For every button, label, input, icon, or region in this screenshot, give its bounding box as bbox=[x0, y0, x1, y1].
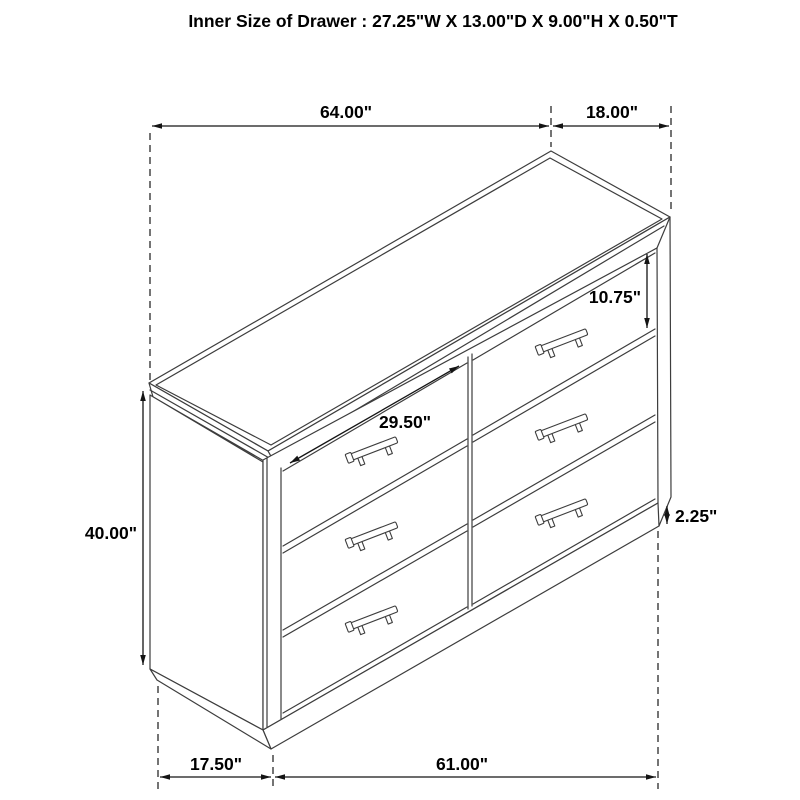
dimension-overall-height bbox=[85, 391, 143, 665]
dimension-base-height bbox=[667, 506, 717, 526]
dim-label-top-length: 64.00" bbox=[319, 102, 373, 122]
dim-label-floor-width: 61.00" bbox=[435, 754, 489, 774]
dim-label-overall-height: 40.00" bbox=[84, 523, 137, 543]
dim-label-drawer-face-height: 10.75" bbox=[588, 287, 641, 307]
dim-label-drawer-face-width: 29.50" bbox=[378, 412, 432, 432]
diagram-title: Inner Size of Drawer : 27.25"W X 13.00"D X 9.00"H X 0.50"T bbox=[188, 11, 678, 31]
dim-label-floor-depth: 17.50" bbox=[189, 754, 243, 774]
dim-label-top-depth: 18.00" bbox=[585, 102, 639, 122]
dresser-drawing bbox=[149, 151, 671, 749]
dim-label-base-height: 2.25" bbox=[675, 506, 718, 526]
